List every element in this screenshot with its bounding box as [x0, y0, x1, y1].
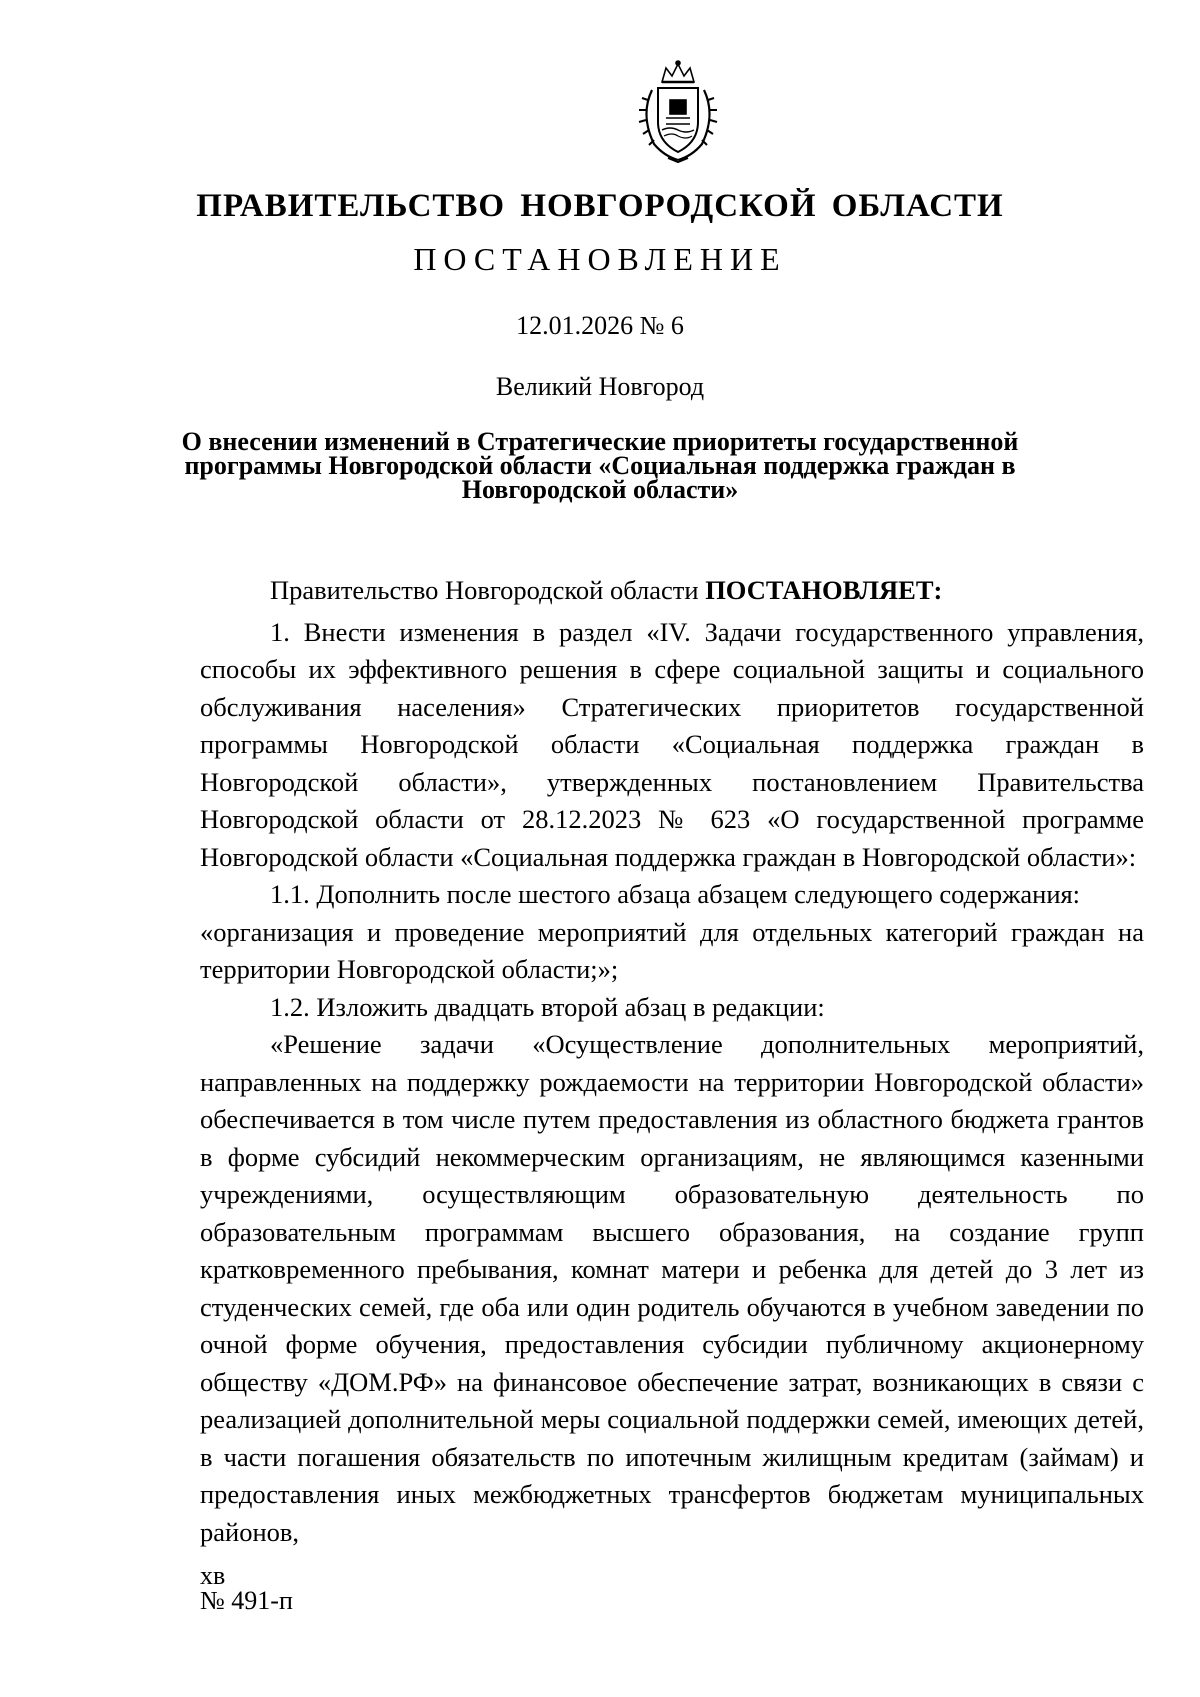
document-date-number: 12.01.2026 № 6: [516, 311, 684, 340]
organization-name: ПРАВИТЕЛЬСТВО НОВГОРОДСКОЙ ОБЛАСТИ: [196, 188, 1004, 224]
title-line: программы Новгородской области «Социальная поддержка граждан в: [184, 451, 1016, 480]
footer-registration: № 491-п: [200, 1586, 293, 1615]
body-paragraph: «организация и проведение мероприятий для отдельных категорий граждан на территории Новгородской области;»;: [200, 916, 1144, 984]
document-city: Великий Новгород: [495, 372, 705, 401]
lead-text: Правительство Новгородской области: [270, 575, 706, 605]
body-paragraph: «Решение задачи «Осуществление дополнительных мероприятий, направленных на поддержку рождаемости на территории Новгородской области» обеспечивается в том числе путем предоставления из областного бюджета грантов в форме субсидий некоммерческим организациям, не являющимся казенными учреждениями, осуществляющим образовательную деятельность по образовательным программам высшего образования, на создание групп кратковременного пребывания, комнат матери и ребенка для детей до 3 лет из студенческих семей, где оба или один родитель обучаются в учебном заведении по очной форме обучения, предоставления субсидии публичному акционерному обществу «ДОМ.РФ» на финансовое обеспечение затрат, возникающих в связи с реализацией дополнительной меры социальной поддержки семей, имеющих детей, в части погашения обязательств по ипотечным жилищным кредитам (займам) и предоставления иных межбюджетных трансфертов бюджетам муниципальных районов,: [200, 1029, 1144, 1547]
footer-note: [200, 1563, 293, 1613]
footer-initials: хв: [200, 1561, 226, 1590]
title-line: О внесении изменений в Стратегические приоритеты государственной: [181, 427, 1019, 456]
document-title: [0, 427, 1200, 504]
document-type: ПОСТАНОВЛЕНИЕ: [413, 241, 787, 277]
title-line: Новгородской области»: [461, 475, 739, 504]
body-paragraph: 1. Внести изменения в раздел «IV. Задачи государственного управления, способы их эффективного решения в сфере социальной защиты и социального обслуживания населения» Стратегических приоритетов государственной программы Новгородской области «Социальная поддержка граждан в Новгородской области», утвержденных постановлением Правительства Новгородской области от 28.12.2023 № 623 «О государственной программе Новгородской области «Социальная поддержка граждан в Новгородской области»:: [200, 616, 1144, 872]
resolution-lead: [200, 572, 1144, 610]
document-body: [200, 572, 1144, 1551]
lead-bold: ПОСТАНОВЛЯЕТ:: [705, 575, 943, 605]
body-paragraph: 1.1. Дополнить после шестого абзаца абзацем следующего содержания:: [270, 879, 1081, 909]
body-paragraph: 1.2. Изложить двадцать второй абзац в редакции:: [270, 991, 825, 1022]
novgorod-coat-of-arms-icon: [632, 60, 724, 165]
